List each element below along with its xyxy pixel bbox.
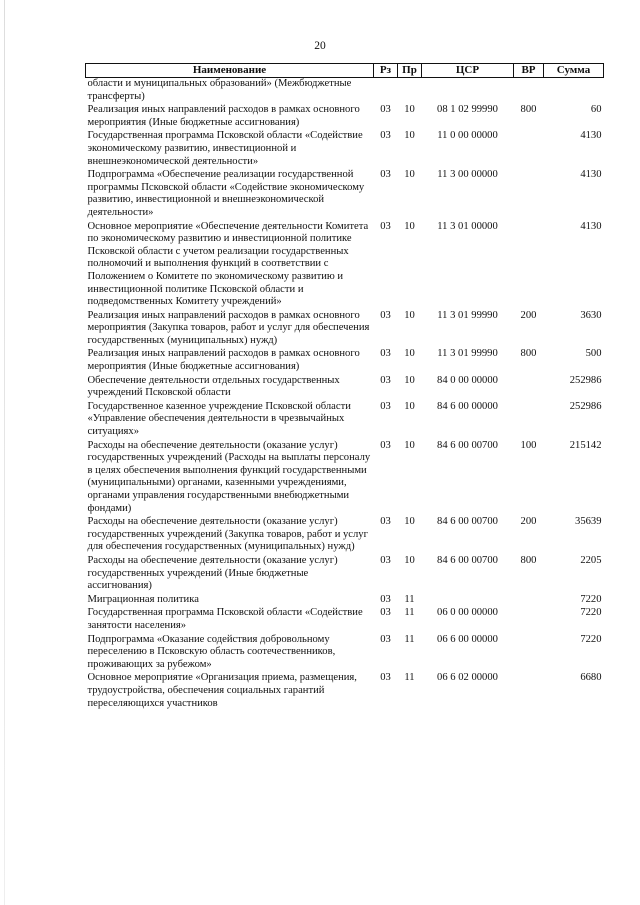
cell-pr: 11 <box>404 607 415 619</box>
cell-pr: 10 <box>404 130 415 142</box>
table-header <box>86 64 604 78</box>
cell-rz: 03 <box>380 374 391 386</box>
cell-csr: 06 6 00 00000 <box>437 633 498 645</box>
table-row <box>86 130 604 169</box>
cell-sum: 6680 <box>580 672 602 684</box>
cell-name: Расходы на обеспечение деятельности (оказание услуг) государственных учреждений (Расходы на выплаты персоналу в целях обеспечения выполнения функций государственными (муниципальными) органами, казенными учреждениями, органами управления государственными внебюджетными фондами) <box>87 439 371 514</box>
cell-csr: 11 3 01 99990 <box>437 348 498 360</box>
cell-name: Расходы на обеспечение деятельности (оказание услуг) государственных учреждений (Закупка товаров, работ и услуг для обеспечения государственных (муниципальных) нужд) <box>87 516 368 553</box>
table-row <box>86 672 604 711</box>
cell-pr: 10 <box>404 439 415 451</box>
cell-rz: 03 <box>380 554 391 566</box>
header-row <box>86 64 604 78</box>
cell-rz: 03 <box>380 309 391 321</box>
cell-rz: 03 <box>380 400 391 412</box>
budget-table <box>85 63 604 711</box>
table-row <box>86 221 604 310</box>
cell-rz <box>374 78 398 105</box>
cell-csr: 08 1 02 99990 <box>437 104 498 116</box>
cell-sum: 4130 <box>580 169 602 181</box>
cell-rz: 03 <box>380 169 391 181</box>
cell-sum <box>544 78 604 105</box>
cell-csr: 84 0 00 00000 <box>437 374 498 386</box>
table-row <box>86 375 604 401</box>
cell-sum: 35639 <box>575 516 602 528</box>
cell-pr: 10 <box>404 516 415 528</box>
cell-rz: 03 <box>380 633 391 645</box>
cell-pr: 10 <box>404 400 415 412</box>
cell-pr: 10 <box>404 374 415 386</box>
cell-csr: 06 6 02 00000 <box>437 672 498 684</box>
cell-vr <box>514 594 544 608</box>
cell-sum: 252986 <box>569 374 602 386</box>
cell-csr <box>422 78 514 105</box>
cell-sum: 252986 <box>569 400 602 412</box>
cell-vr <box>514 375 544 401</box>
cell-rz: 03 <box>380 130 391 142</box>
header-pr: Пр <box>398 64 422 78</box>
cell-name: Государственная программа Псковской области «Содействие экономическому развитию, инвестиционной и внешнеэкономической деятельности» <box>87 130 363 167</box>
cell-sum: 500 <box>585 348 602 360</box>
cell-vr <box>514 169 544 220</box>
cell-vr <box>514 78 544 105</box>
cell-pr <box>398 78 422 105</box>
cell-vr: 100 <box>520 439 537 451</box>
table-row <box>86 516 604 555</box>
header-sum: Сумма <box>544 64 604 78</box>
cell-rz: 03 <box>380 439 391 451</box>
cell-vr <box>514 130 544 169</box>
cell-name: Основное мероприятие «Организация приема, размещения, трудоустройства, обеспечения социальных гарантий переселяющихся участников <box>87 672 357 709</box>
table-row <box>86 104 604 130</box>
cell-vr: 800 <box>520 348 537 360</box>
cell-sum: 7220 <box>580 593 602 605</box>
page-number: 20 <box>314 40 326 52</box>
cell-rz: 03 <box>380 672 391 684</box>
table-body <box>86 78 604 712</box>
cell-pr: 11 <box>404 593 415 605</box>
cell-vr <box>514 672 544 711</box>
cell-csr: 11 0 00 00000 <box>437 130 498 142</box>
table-row <box>86 607 604 633</box>
table-row <box>86 555 604 594</box>
cell-name: Подпрограмма «Обеспечение реализации государственной программы Псковской области «Содействие экономическому развитию, инвестиционной и внешнеэкономической деятельности» <box>87 169 365 218</box>
cell-vr: 800 <box>520 104 537 116</box>
cell-vr <box>514 607 544 633</box>
cell-sum: 2205 <box>580 554 602 566</box>
cell-csr: 11 3 01 99990 <box>437 309 498 321</box>
cell-pr: 10 <box>404 309 415 321</box>
scan-edge <box>4 0 5 905</box>
cell-csr: 11 3 01 00000 <box>437 220 498 232</box>
cell-csr: 84 6 00 00000 <box>437 400 498 412</box>
table-row <box>86 78 604 105</box>
table-row <box>86 634 604 673</box>
cell-name: Реализация иных направлений расходов в рамках основного мероприятия (Иные бюджетные ассигнования) <box>87 348 360 373</box>
cell-vr: 200 <box>520 309 537 321</box>
cell-name: Миграционная политика <box>87 593 199 605</box>
cell-csr: 84 6 00 00700 <box>437 554 498 566</box>
cell-name: области и муниципальных образований» (Межбюджетные трансферты) <box>87 78 352 102</box>
cell-csr: 84 6 00 00700 <box>437 516 498 528</box>
header-rz: Рз <box>374 64 398 78</box>
cell-csr <box>422 594 514 608</box>
table-row <box>86 310 604 349</box>
cell-name: Реализация иных направлений расходов в рамках основного мероприятия (Иные бюджетные ассигнования) <box>87 104 360 128</box>
cell-sum: 4130 <box>580 130 602 142</box>
cell-name: Подпрограмма «Оказание содействия добровольному переселению в Псковскую область соотечественников, проживающих за рубежом» <box>87 633 336 670</box>
table-row <box>86 594 604 608</box>
cell-sum: 7220 <box>580 607 602 619</box>
cell-rz: 03 <box>380 348 391 360</box>
cell-name: Обеспечение деятельности отдельных государственных учреждений Псковской области <box>87 374 340 399</box>
cell-pr: 10 <box>404 220 415 232</box>
cell-rz: 03 <box>380 607 391 619</box>
header-csr: ЦСР <box>422 64 514 78</box>
cell-sum: 215142 <box>569 439 602 451</box>
cell-name: Основное мероприятие «Обеспечение деятельности Комитета по экономическому развитию и инвестиционной политике Псковской области с учетом реализации государственных полномочий и выполнения функций в соответствии с Положением о Комитете по экономическому развитию и инвестиционной политике Псковской области и подведомственных Комитету учреждений» <box>87 220 369 308</box>
cell-pr: 10 <box>404 169 415 181</box>
cell-rz: 03 <box>380 104 391 116</box>
cell-pr: 10 <box>404 104 415 116</box>
cell-vr <box>514 221 544 310</box>
header-name: Наименование <box>86 64 374 78</box>
cell-sum: 7220 <box>580 633 602 645</box>
header-vr: ВР <box>514 64 544 78</box>
cell-name: Государственная программа Псковской области «Содействие занятости населения» <box>87 607 363 631</box>
cell-sum: 4130 <box>580 220 602 232</box>
cell-name: Реализация иных направлений расходов в рамках основного мероприятия (Закупка товаров, работ и услуг для обеспечения государственных (муниципальных) нужд) <box>87 309 370 346</box>
cell-vr: 200 <box>520 516 537 528</box>
cell-pr: 11 <box>404 672 415 684</box>
table-row <box>86 348 604 374</box>
cell-csr: 06 0 00 00000 <box>437 607 498 619</box>
cell-pr: 10 <box>404 348 415 360</box>
cell-vr <box>514 634 544 673</box>
table-row <box>86 440 604 517</box>
table-row <box>86 169 604 220</box>
cell-csr: 11 3 00 00000 <box>437 169 498 181</box>
cell-rz: 03 <box>380 593 391 605</box>
cell-rz: 03 <box>380 220 391 232</box>
cell-vr: 800 <box>520 554 537 566</box>
cell-sum: 3630 <box>580 309 602 321</box>
cell-csr: 84 6 00 00700 <box>437 439 498 451</box>
cell-rz: 03 <box>380 516 391 528</box>
table-row <box>86 401 604 440</box>
cell-name: Расходы на обеспечение деятельности (оказание услуг) государственных учреждений (Иные бюджетные ассигнования) <box>87 554 338 592</box>
cell-name: Государственное казенное учреждение Псковской области «Управление обеспечения деятельности в чрезвычайных ситуациях» <box>87 400 351 438</box>
cell-sum: 60 <box>590 104 602 116</box>
cell-vr <box>514 401 544 440</box>
cell-pr: 10 <box>404 554 415 566</box>
cell-pr: 11 <box>404 633 415 645</box>
